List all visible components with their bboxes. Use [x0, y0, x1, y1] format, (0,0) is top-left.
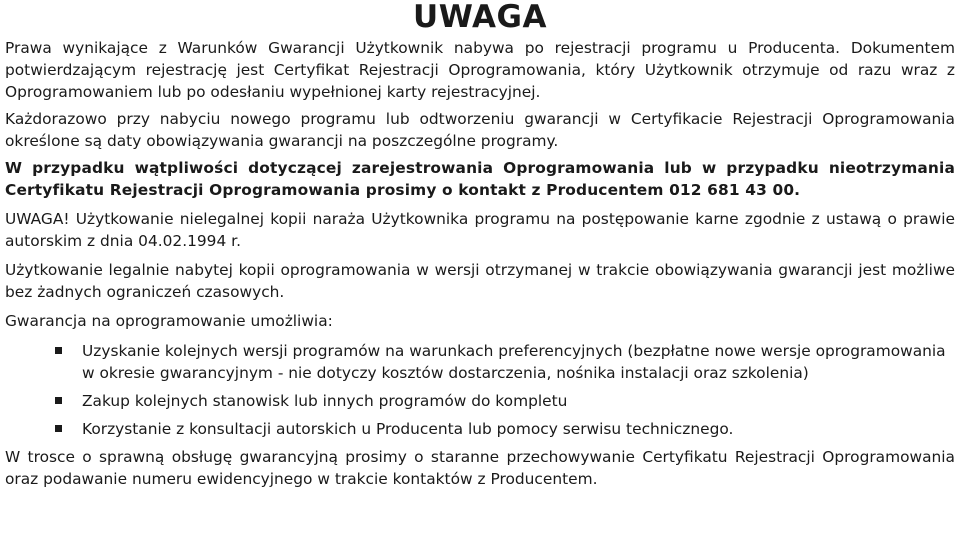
benefits-intro: Gwarancja na oprogramowanie umożliwia: [5, 312, 333, 330]
list-item [5, 340, 955, 384]
benefit-text: Zakup kolejnych stanowisk lub innych programów do kompletu [82, 392, 568, 410]
list-item [5, 390, 955, 412]
benefit-subtext: w okresie gwarancyjnym - nie dotyczy kosztów dostarczenia, nośnika instalacji oraz szkolenia) [82, 364, 809, 382]
benefit-text: Uzyskanie kolejnych wersji programów na warunkach preferencyjnych (bezpłatne nowe wersje oprogramowania [82, 342, 946, 360]
paragraph-legal-use: Użytkowanie legalnie nabytej kopii oprogramowania w wersji otrzymanej w trakcie obowiązywania gwarancji jest możliwe bez żadnych ograniczeń czasowych. [5, 261, 955, 301]
square-bullet-icon [55, 425, 62, 432]
paragraph-closing: W trosce o sprawną obsługę gwarancyjną prosimy o staranne przechowywanie Certyfikatu Rejestracji Oprogramowania oraz podawanie numeru ewidencyjnego w trakcie kontaktów z Producentem. [5, 448, 955, 488]
benefits-list [5, 340, 955, 440]
page-title: UWAGA [413, 0, 547, 35]
paragraph-contact: W przypadku wątpliwości dotyczącej zarejestrowania Oprogramowania lub w przypadku nieotrzymania Certyfikatu Rejestracji Oprogramowania prosimy o kontakt z Producentem 012 681 43 00. [5, 159, 955, 199]
square-bullet-icon [55, 397, 62, 404]
paragraph-registration: Prawa wynikające z Warunków Gwarancji Użytkownik nabywa po rejestracji programu u Producenta. Dokumentem potwierdzającym rejestrację jest Certyfikat Rejestracji Oprogramowania, który Użytkownik otrzymuje od razu wraz z Oprogramowaniem lub po odesłaniu wypełnionej karty rejestracyjnej. [5, 39, 955, 101]
benefit-text: Korzystanie z konsultacji autorskich u Producenta lub pomocy serwisu technicznego. [82, 420, 734, 438]
paragraph-illegal-copy: UWAGA! Użytkowanie nielegalnej kopii naraża Użytkownika programu na postępowanie karne zgodnie z ustawą o prawie autorskim z dnia 04.02.1994 r. [5, 210, 955, 250]
list-item [5, 418, 955, 440]
square-bullet-icon [55, 347, 62, 354]
paragraph-warranty-period: Każdorazowo przy nabyciu nowego programu lub odtworzeniu gwarancji w Certyfikacie Rejestracji Oprogramowania określone są daty obowiązywania gwarancji na poszczególne programy. [5, 110, 955, 150]
